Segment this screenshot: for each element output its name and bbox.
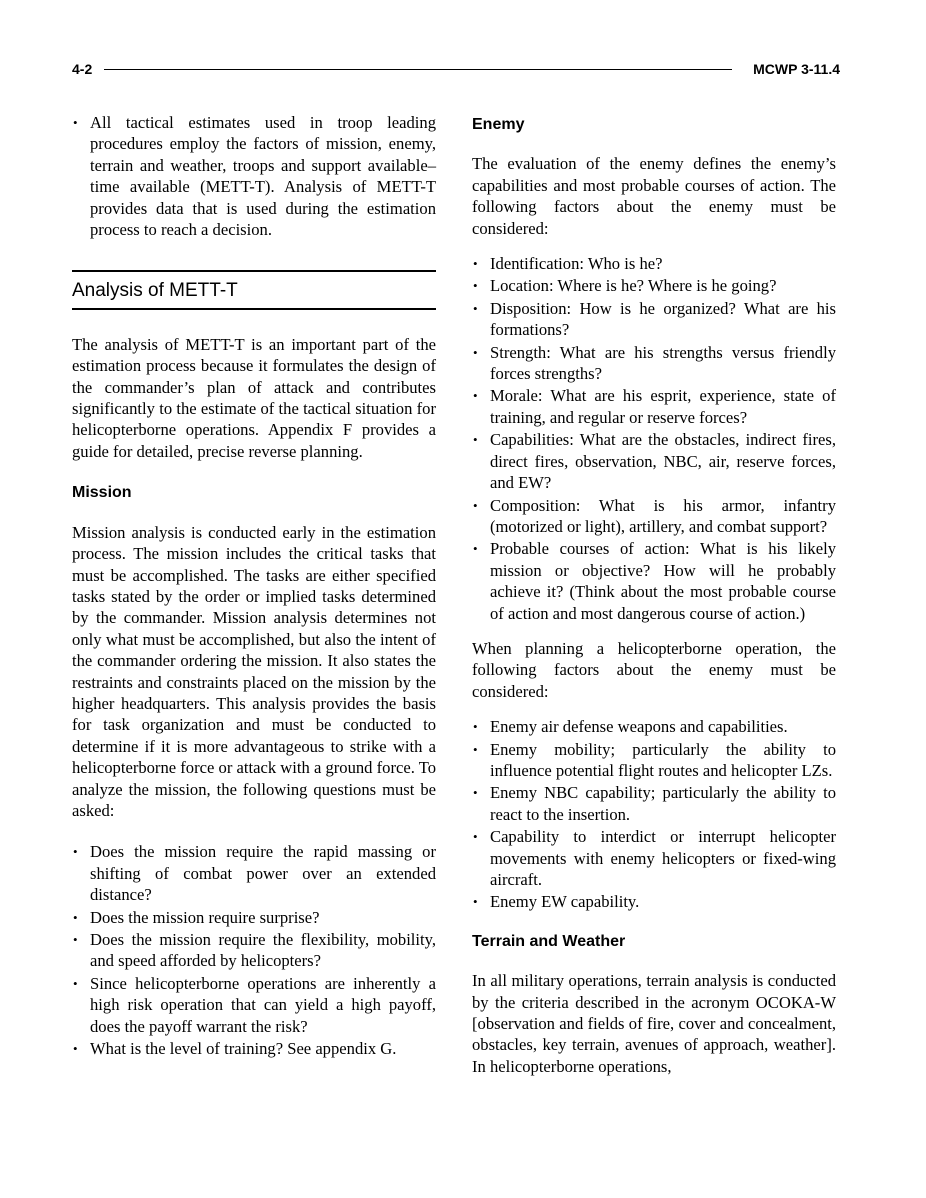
list-item: • Does the mission require the rapid massing or shifting of combat power over an extended distance? <box>72 841 436 905</box>
list-item: • Location: Where is he? Where is he going? <box>472 275 836 296</box>
planning-paragraph: When planning a helicopterborne operation, the following factors about the enemy must be considered: <box>472 638 836 701</box>
section-title: Analysis of METT-T <box>72 270 436 309</box>
list-item: • Morale: What are his esprit, experience, state of training, and regular or reserve forces? <box>472 385 836 428</box>
list-item: • Probable courses of action: What is his likely mission or objective? How will he probably achieve it? (Think about the most probable course of action and most dangerous course of action.) <box>472 538 836 624</box>
mission-heading: Mission <box>72 484 132 502</box>
document-id: MCWP 3-11.4 <box>753 61 840 77</box>
right-column <box>472 112 836 1077</box>
section-paragraph: The analysis of METT-T is an important part of the estimation process because it formulates the design of the commander’s plan of attack and contributes significantly to the estimate of the tactical situation for helicopterborne operations. Appendix F provides a guide for detailed, precise reverse planning. <box>72 334 436 461</box>
planning-bullet-list <box>472 716 836 913</box>
list-item: • Composition: What is his armor, infantry (motorized or light), artillery, and combat support? <box>472 495 836 538</box>
list-item: • Strength: What are his strengths versus friendly forces strengths? <box>472 342 836 385</box>
page-header <box>72 58 840 82</box>
list-item: • Enemy EW capability. <box>472 891 836 912</box>
list-item: • Capabilities: What are the obstacles, indirect fires, direct fires, observation, NBC, air, reserve forces, and EW? <box>472 429 836 493</box>
mission-paragraph: Mission analysis is conducted early in the estimation process. The mission includes the critical tasks that must be accomplished. The tasks are either specified tasks stated by the order or implied tasks determined by the commander. Mission analysis determines not only what must be accomplished, but also the intent of the commander ordering the mission. It also states the restraints and constraints placed on the mission by the higher headquarters. This analysis provides the basis for task organization and must be conducted to determine if it is more advantageous to strike with a helicopterborne force or attack with a ground force. To analyze the mission, the following questions must be asked: <box>72 522 436 820</box>
list-item: • All tactical estimates used in troop leading procedures employ the factors of mission, enemy, terrain and weather, troops and support available–time available (METT-T). Analysis of METT-T provides data that is used during the estimation process to reach a decision. <box>72 112 436 240</box>
list-item: • Enemy NBC capability; particularly the ability to react to the insertion. <box>472 782 836 825</box>
page-number: 4-2 <box>72 61 93 77</box>
list-item: • Disposition: How is he organized? What are his formations? <box>472 298 836 341</box>
mission-bullet-list <box>72 841 436 1059</box>
list-item: • Capability to interdict or interrupt helicopter movements with enemy helicopters or fixed-wing aircraft. <box>472 826 836 890</box>
terrain-paragraph: In all military operations, terrain analysis is conducted by the criteria described in the acronym OCOKA-W [observation and fields of fire, cover and concealment, obstacles, key terrain, avenues of approach, weather]. In helicopterborne operations, <box>472 971 836 1076</box>
intro-bullet-list <box>72 112 436 240</box>
header-rule <box>104 69 732 70</box>
list-item: • Since helicopterborne operations are inherently a high risk operation that can yield a high payoff, does the payoff warrant the risk? <box>72 973 436 1037</box>
left-column <box>72 112 436 1060</box>
list-item: • Does the mission require surprise? <box>72 907 436 928</box>
enemy-paragraph: The evaluation of the enemy defines the enemy’s capabilities and most probable courses of action. The following factors about the enemy must be considered: <box>472 154 836 238</box>
list-item: • What is the level of training? See appendix G. <box>72 1038 436 1059</box>
list-item: • Enemy mobility; particularly the ability to influence potential flight routes and helicopter LZs. <box>472 739 836 782</box>
terrain-heading: Terrain and Weather <box>472 932 626 950</box>
list-item: • Enemy air defense weapons and capabilities. <box>472 716 836 737</box>
list-item: • Identification: Who is he? <box>472 253 836 274</box>
enemy-heading: Enemy <box>472 116 525 133</box>
enemy-bullet-list <box>472 253 836 624</box>
list-item: • Does the mission require the flexibility, mobility, and speed afforded by helicopters? <box>72 929 436 972</box>
